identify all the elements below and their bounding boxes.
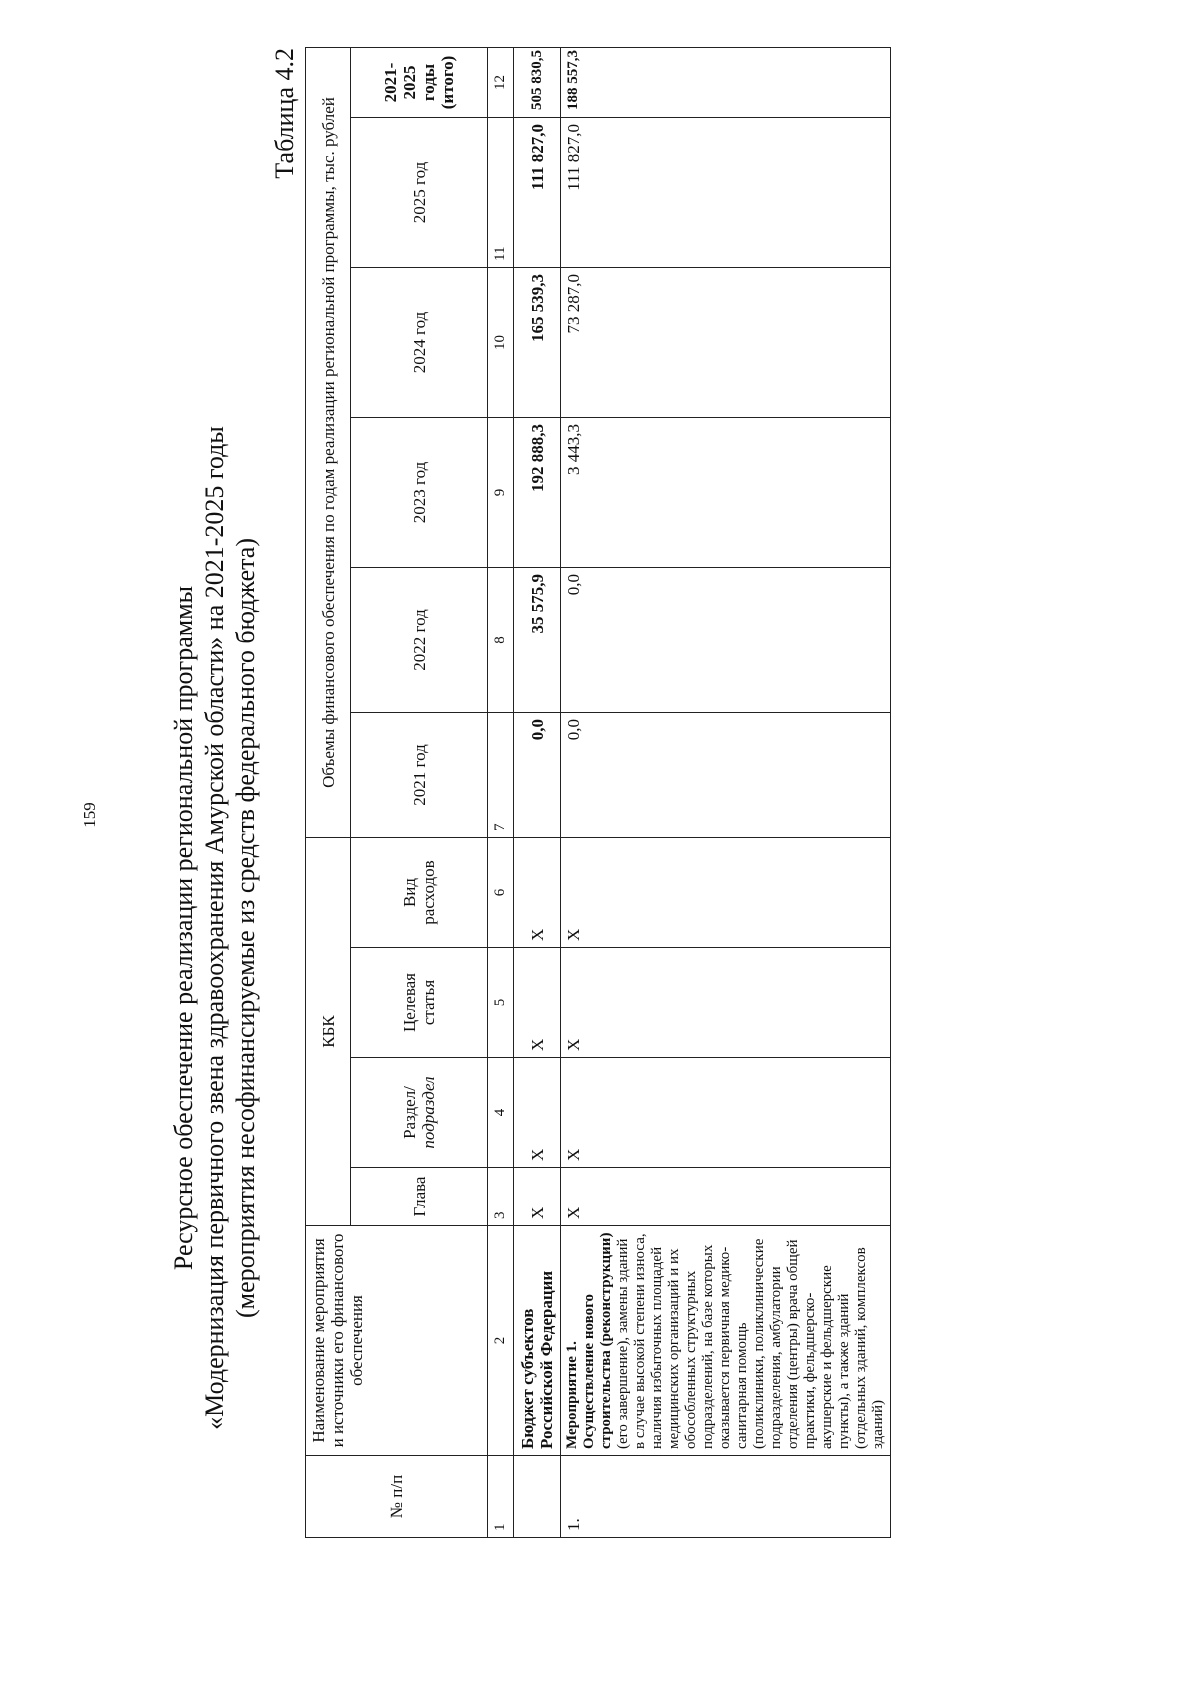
col-number: 5	[488, 948, 514, 1058]
table-label: Таблица 4.2	[270, 48, 299, 179]
event-razdel: Х	[561, 1058, 891, 1168]
header-total: 2021-2025 годы (итого)	[351, 47, 488, 117]
col-number: 2	[488, 1226, 514, 1456]
title-line-2: «Модернизация первичного звена здравоохранения Амурской области» на 2021-2025 годы	[200, 426, 229, 1430]
col-number: 8	[488, 567, 514, 712]
resource-table	[305, 47, 891, 1538]
budget-glava: Х	[514, 1168, 561, 1226]
title-line-1: Ресурсное обеспечение реализации региональной программы	[169, 585, 198, 1271]
event-2025: 111 827,0	[561, 117, 891, 267]
event-2024: 73 287,0	[561, 267, 891, 417]
budget-num	[514, 1456, 561, 1538]
header-razdel-a: Раздел/	[400, 1086, 419, 1139]
budget-2021: 0,0	[514, 712, 561, 837]
header-row-1	[306, 47, 351, 1537]
col-number: 4	[488, 1058, 514, 1168]
col-number: 11	[488, 117, 514, 267]
event-2021: 0,0	[561, 712, 891, 837]
event-glava: Х	[561, 1168, 891, 1226]
event-row	[561, 47, 891, 1537]
event-2023: 3 443,3	[561, 417, 891, 567]
col-number: 9	[488, 417, 514, 567]
header-volumes: Объемы финансового обеспечения по годам реализации региональной программы, тыс. рублей	[306, 47, 351, 837]
header-kbk: КБК	[306, 837, 351, 1225]
document-title	[168, 278, 261, 1578]
event-name-bold: Мероприятие 1. Осуществление нового строительства (реконструкции)	[564, 1232, 614, 1449]
budget-2023: 192 888,3	[514, 417, 561, 567]
budget-vid: Х	[514, 837, 561, 947]
event-name-rest: (его завершение), замены зданий в случае высокой степени износа, наличия избыточных площадей медицинских организаций и их обособленных структурных подразделений, на базе которых оказывается первичная медико-санитарная помощь (поликлиники, поликлинические подразделения, амбулатории отделения (центры) врача общей практики, фельдшерско-акушерские и фельдшерские пункты), а также зданий (отдельных зданий, комплексов зданий)	[615, 1233, 886, 1449]
event-2022: 0,0	[561, 567, 891, 712]
header-tselevaya: Целевая статья	[351, 948, 488, 1058]
column-number-row	[488, 47, 514, 1537]
budget-name: Бюджет субъектов Российской Федерации	[514, 1226, 561, 1456]
header-name: Наименование мероприятия и источники его финансового обеспечения	[306, 1226, 488, 1456]
budget-2025: 111 827,0	[514, 117, 561, 267]
header-razdel-b: подраздел	[419, 1076, 438, 1149]
page-number: 159	[80, 802, 99, 828]
header-2023: 2023 год	[351, 417, 488, 567]
budget-2024: 165 539,3	[514, 267, 561, 417]
col-number: 10	[488, 267, 514, 417]
header-num: № п/п	[306, 1456, 488, 1538]
header-2024: 2024 год	[351, 267, 488, 417]
col-number: 12	[488, 47, 514, 117]
event-num: 1.	[561, 1456, 891, 1538]
header-razdel	[351, 1058, 488, 1168]
event-tselevaya: Х	[561, 948, 891, 1058]
col-number: 7	[488, 712, 514, 837]
header-vid: Вид расходов	[351, 837, 488, 947]
header-2021: 2021 год	[351, 712, 488, 837]
col-number: 1	[488, 1456, 514, 1538]
budget-tselevaya: Х	[514, 948, 561, 1058]
budget-2022: 35 575,9	[514, 567, 561, 712]
event-total: 188 557,3	[561, 47, 891, 117]
title-line-3: (мероприятия несофинансируемые из средств федерального бюджета)	[231, 538, 260, 1318]
col-number: 6	[488, 837, 514, 947]
budget-row	[514, 47, 561, 1537]
event-name	[561, 1226, 891, 1456]
col-number: 3	[488, 1168, 514, 1226]
header-2025: 2025 год	[351, 117, 488, 267]
budget-razdel: Х	[514, 1058, 561, 1168]
event-vid: Х	[561, 837, 891, 947]
budget-total: 505 830,5	[514, 47, 561, 117]
header-2022: 2022 год	[351, 567, 488, 712]
header-glava: Глава	[351, 1168, 488, 1226]
